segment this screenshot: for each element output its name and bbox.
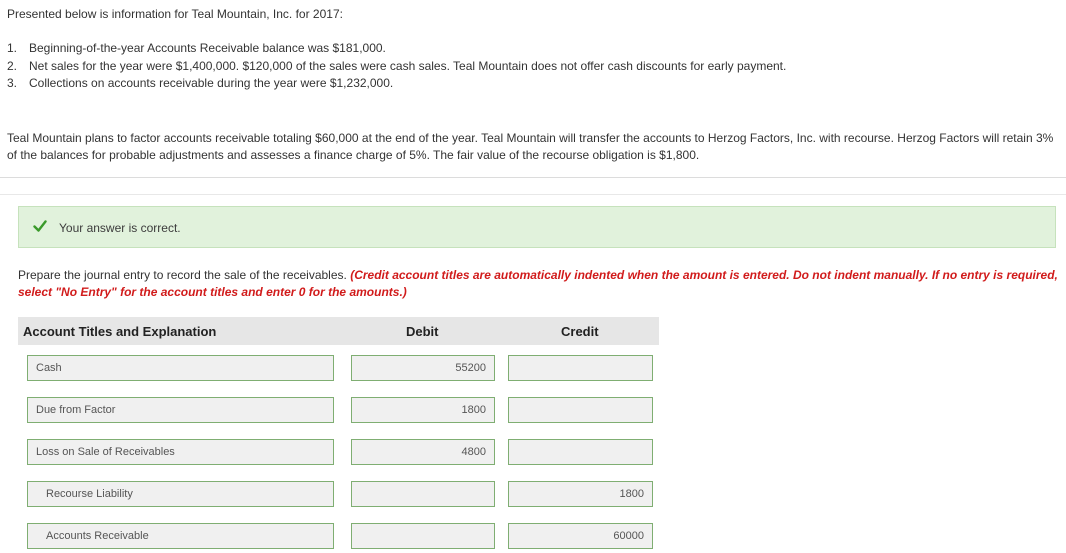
answer-status-banner [18,206,1056,248]
divider [0,177,1066,178]
credit-amount-field[interactable]: 60000 [508,523,653,549]
credit-amount-field[interactable] [508,355,653,381]
list-item: 3. Collections on accounts receivable during the year were $1,232,000. [7,76,394,90]
account-title-field[interactable]: Due from Factor [27,397,334,423]
table-row [0,355,700,381]
credit-amount-field[interactable]: 1800 [508,481,653,507]
facts-list [7,40,786,93]
question-prompt [18,267,1058,301]
table-row [0,523,700,549]
checkmark-icon [33,219,47,233]
prompt-text: Prepare the journal entry to record the sale of the receivables. [18,268,347,282]
debit-amount-field[interactable]: 1800 [351,397,495,423]
debit-amount-field[interactable]: 4800 [351,439,495,465]
prompt-hint: (Credit account titles are automatically indented when the amount is entered. Do not indent manually. If no entry is required, select "No Entry" for the account titles and enter 0 for the amounts.) [18,268,1058,299]
credit-amount-field[interactable] [508,439,653,465]
credit-amount-field[interactable] [508,397,653,423]
factoring-plan-text: Teal Mountain plans to factor accounts receivable totaling $60,000 at the end of the year. Teal Mountain will transfer the accounts to Herzog Factors, Inc. with recourse. Herzog Factors will retain 3% of the balances for probable adjustments and assesses a finance charge of 5%. The fair value of the recourse obligation is $1,800. [7,131,1054,162]
list-item: 2. Net sales for the year were $1,400,000. $120,000 of the sales were cash sales. Teal Mountain does not offer cash discounts for early payment. [7,58,787,73]
table-row [0,397,700,423]
table-row [0,481,700,507]
list-item: 1. Beginning-of-the-year Accounts Receivable balance was $181,000. [7,41,386,55]
account-title-field[interactable]: Loss on Sale of Receivables [27,439,334,465]
account-title-field[interactable]: Cash [27,355,334,381]
debit-amount-field[interactable] [351,523,495,549]
debit-amount-field[interactable] [351,481,495,507]
table-row [0,439,700,465]
divider [0,194,1066,195]
header-credit: Credit [561,324,599,339]
journal-table-header [18,317,659,345]
debit-amount-field[interactable]: 55200 [351,355,495,381]
header-account: Account Titles and Explanation [23,324,217,339]
intro-text: Presented below is information for Teal Mountain, Inc. for 2017: [7,7,343,21]
header-debit: Debit [406,324,439,339]
status-message: Your answer is correct. [59,221,181,235]
account-title-field[interactable]: Accounts Receivable [27,523,334,549]
account-title-field[interactable]: Recourse Liability [27,481,334,507]
